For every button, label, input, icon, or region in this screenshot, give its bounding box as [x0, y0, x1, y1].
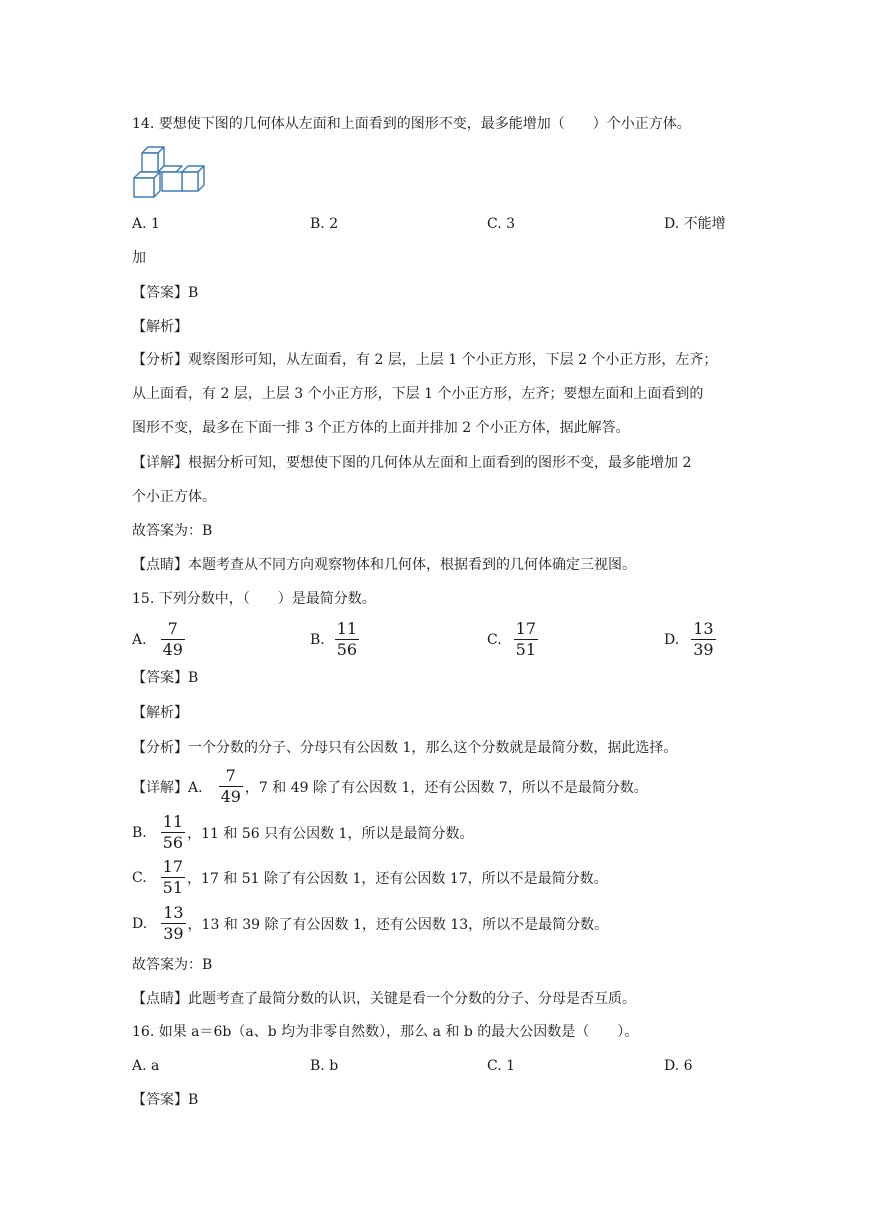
q15-stem: 15. 下列分数中，（ ）是最简分数。: [132, 591, 376, 607]
fraction: [219, 766, 243, 807]
q16-option-a: A. a: [132, 1058, 160, 1074]
fraction: [691, 619, 715, 660]
q15-option-c: [487, 619, 538, 660]
fraction-numerator: 13: [163, 903, 184, 922]
fraction-numerator: 7: [225, 766, 236, 785]
q15-conclusion: 故答案为：B: [132, 957, 213, 973]
q15-detail-text: ，11 和 56 只有公因数 1，所以是最简分数。: [187, 825, 474, 842]
q16-answer: 【答案】B: [132, 1092, 199, 1108]
fraction: [161, 857, 185, 898]
q15-answer: 【答案】B: [132, 670, 199, 686]
fraction-numerator: 11: [162, 812, 184, 831]
q14-stem: 14. 要想使下图的几何体从左面和上面看到的图形不变，最多能增加（ ）个小正方体。: [132, 116, 691, 132]
q15-detail-text: ，7 和 49 除了有公因数 1，还有公因数 7，所以不是最简分数。: [244, 779, 648, 796]
q14-analysis-line-1: 【分析】观察图形可知，从左面看，有 2 层，上层 1 个小正方形，下层 2 个小正方形，左齐；: [132, 352, 718, 368]
fraction-numerator: 13: [693, 619, 714, 638]
q14-option-a: A. 1: [132, 216, 160, 232]
q15-detail-d: [132, 903, 608, 944]
q15-option-label: C.: [487, 631, 502, 648]
fraction-denominator: 51: [515, 640, 537, 659]
q15-option-a: [132, 619, 185, 660]
q15-option-label: A.: [132, 631, 147, 648]
q14-analysis-line-3: 图形不变，最多在下面一排 3 个正方体的上面并排加 2 个小正方体，据此解答。: [132, 420, 630, 436]
q15-detail-prefix: B.: [132, 824, 147, 841]
cube-stack-figure-icon: [132, 144, 210, 202]
q15-detail-a: [132, 766, 648, 807]
fraction-denominator: 39: [693, 640, 714, 659]
fraction: [161, 812, 185, 853]
q14-analysis-title: 【解析】: [132, 319, 188, 335]
fraction: [161, 903, 185, 944]
q15-detail-b: [132, 812, 473, 853]
fraction-denominator: 39: [163, 924, 184, 943]
fraction: [161, 619, 185, 660]
fraction-denominator: 56: [162, 833, 184, 852]
fraction: [514, 619, 538, 660]
q15-detail-c: [132, 857, 608, 898]
fraction: [335, 619, 359, 660]
q14-comment: 【点睛】本题考查从不同方向观察物体和几何体，根据看到的几何体确定三视图。: [132, 557, 636, 573]
q14-answer: 【答案】B: [132, 285, 199, 301]
fraction-denominator: 56: [336, 640, 358, 659]
q15-detail-text: ，13 和 39 除了有公因数 1，还有公因数 13，所以不是最简分数。: [187, 916, 609, 933]
fraction-numerator: 11: [336, 619, 358, 638]
q15-option-d: [664, 619, 716, 660]
q14-conclusion: 故答案为：B: [132, 523, 213, 539]
q16-option-c: C. 1: [487, 1058, 516, 1074]
fraction-denominator: 49: [162, 640, 183, 659]
q14-detail-line-1: 【详解】根据分析可知，要想使下图的几何体从左面和上面看到的图形不变，最多能增加 2: [132, 455, 692, 471]
q15-detail-text: ，17 和 51 除了有公因数 1，还有公因数 17，所以不是最简分数。: [187, 870, 608, 887]
q15-option-label: D.: [664, 631, 680, 648]
q16-option-b: B. b: [310, 1058, 339, 1074]
fraction-denominator: 51: [162, 878, 184, 897]
q15-detail-prefix: 【详解】A.: [132, 779, 203, 796]
q14-option-d-continued: 加: [132, 250, 146, 266]
q15-analysis: 【分析】一个分数的分子、分母只有公因数 1，那么这个分数就是最简分数，据此选择。: [132, 740, 678, 756]
q14-option-d: D. 不能增: [664, 216, 726, 232]
q16-stem: 16. 如果 a＝6b（a、b 均为非零自然数），那么 a 和 b 的最大公因数是（ ）。: [132, 1024, 639, 1040]
q15-option-b: [310, 619, 359, 660]
q14-analysis-line-2: 从上面看，有 2 层，上层 3 个小正方形，下层 1 个小正方形，左齐；要想左面和上面看到的: [132, 386, 704, 402]
fraction-numerator: 7: [167, 619, 178, 638]
fraction-numerator: 17: [162, 857, 184, 876]
q16-option-d: D. 6: [664, 1058, 693, 1074]
q14-option-c: C. 3: [487, 216, 516, 232]
fraction-numerator: 17: [515, 619, 537, 638]
q15-analysis-title: 【解析】: [132, 705, 188, 721]
q14-option-b: B. 2: [310, 216, 339, 232]
q14-detail-line-2: 个小正方体。: [132, 489, 216, 505]
fraction-denominator: 49: [220, 787, 241, 806]
q15-option-label: B.: [310, 631, 325, 648]
q15-comment: 【点睛】此题考查了最简分数的认识，关键是看一个分数的分子、分母是否互质。: [132, 991, 636, 1007]
q15-detail-prefix: D.: [132, 915, 148, 932]
q15-detail-prefix: C.: [132, 869, 147, 886]
